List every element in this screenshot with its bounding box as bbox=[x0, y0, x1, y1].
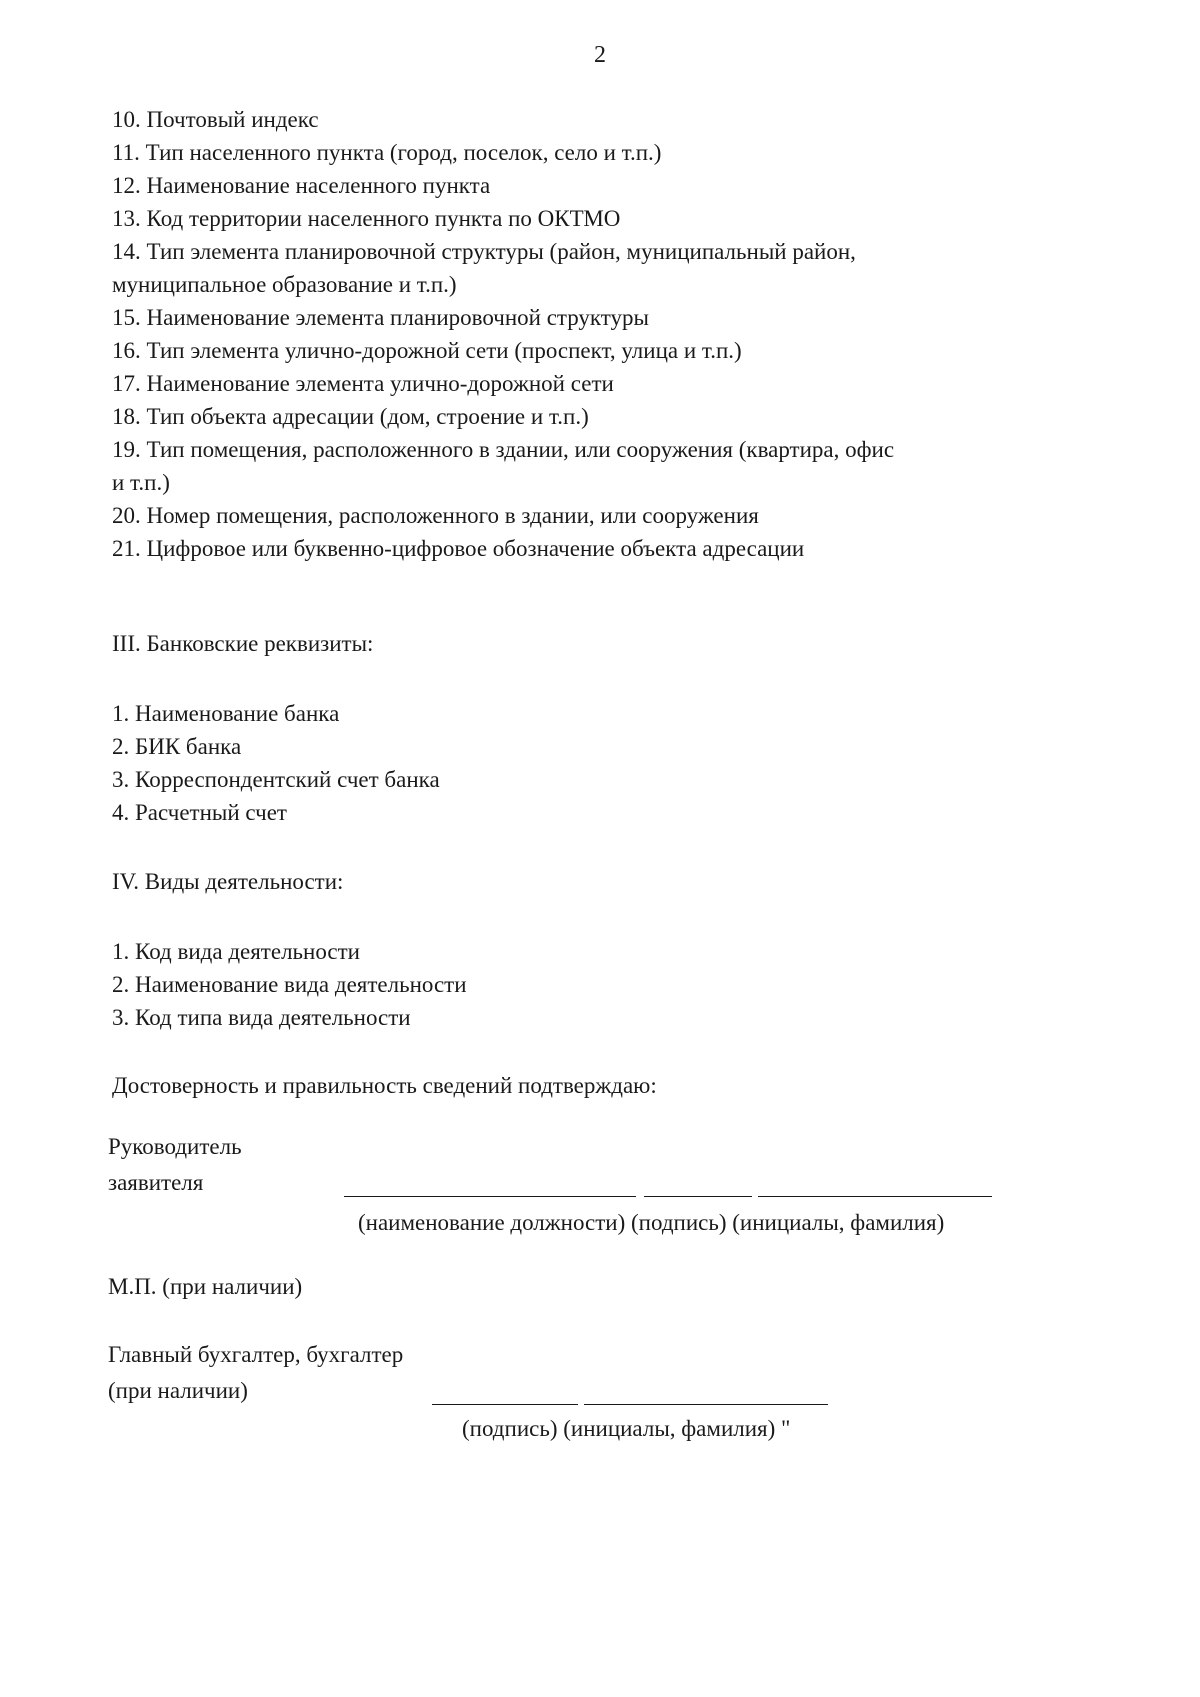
accountant-signature-line bbox=[432, 1404, 578, 1405]
head-label-line1: Руководитель bbox=[108, 1134, 242, 1159]
list-item: 16. Тип элемента улично-дорожной сети (проспект, улица и т.п.) bbox=[112, 338, 742, 363]
accountant-signature-caption: (подпись) (инициалы, фамилия) " bbox=[462, 1416, 791, 1441]
name-signature-line bbox=[758, 1196, 992, 1197]
list-item: 2. БИК банка bbox=[112, 734, 242, 759]
list-item: 21. Цифровое или буквенно-цифровое обозначение объекта адресации bbox=[112, 536, 805, 561]
list-item: 17. Наименование элемента улично-дорожной сети bbox=[112, 371, 614, 396]
accountant-label-line1: Главный бухгалтер, бухгалтер bbox=[108, 1342, 404, 1367]
accountant-label-line2: (при наличии) bbox=[108, 1378, 248, 1403]
signature-line bbox=[644, 1196, 752, 1197]
activity-section-heading: IV. Виды деятельности: bbox=[112, 869, 344, 894]
list-item: 3. Код типа вида деятельности bbox=[112, 1005, 411, 1030]
address-fields-list bbox=[112, 103, 992, 565]
list-item: 2. Наименование вида деятельности bbox=[112, 972, 467, 997]
position-signature-line bbox=[344, 1196, 636, 1197]
list-item: 10. Почтовый индекс bbox=[112, 107, 319, 132]
list-item-continuation: муниципальное образование и т.п.) bbox=[112, 272, 457, 297]
bank-section-heading: III. Банковские реквизиты: bbox=[112, 631, 374, 656]
list-item: 11. Тип населенного пункта (город, поселок, село и т.п.) bbox=[112, 140, 662, 165]
list-item: 20. Номер помещения, расположенного в здании, или сооружения bbox=[112, 503, 759, 528]
list-item: 3. Корреспондентский счет банка bbox=[112, 767, 440, 792]
activity-fields-list bbox=[112, 935, 992, 1034]
accountant-name-line bbox=[584, 1404, 828, 1405]
list-item: 15. Наименование элемента планировочной структуры bbox=[112, 305, 650, 330]
list-item: 4. Расчетный счет bbox=[112, 800, 287, 825]
confirmation-text: Достоверность и правильность сведений подтверждаю: bbox=[112, 1073, 657, 1098]
list-item: 19. Тип помещения, расположенного в здании, или сооружения (квартира, офис bbox=[112, 437, 895, 462]
list-item: 12. Наименование населенного пункта bbox=[112, 173, 491, 198]
list-item: 14. Тип элемента планировочной структуры (район, муниципальный район, bbox=[112, 239, 856, 264]
list-item: 1. Код вида деятельности bbox=[112, 939, 360, 964]
list-item: 18. Тип объекта адресации (дом, строение и т.п.) bbox=[112, 404, 589, 429]
list-item-continuation: и т.п.) bbox=[112, 470, 170, 495]
list-item: 1. Наименование банка bbox=[112, 701, 340, 726]
list-item: 13. Код территории населенного пункта по ОКТМО bbox=[112, 206, 621, 231]
head-label-line2: заявителя bbox=[108, 1170, 204, 1195]
bank-fields-list bbox=[112, 697, 992, 829]
stamp-note: М.П. (при наличии) bbox=[108, 1274, 303, 1299]
page-number: 2 bbox=[594, 42, 606, 68]
head-signature-caption: (наименование должности) (подпись) (инициалы, фамилия) bbox=[358, 1210, 945, 1235]
